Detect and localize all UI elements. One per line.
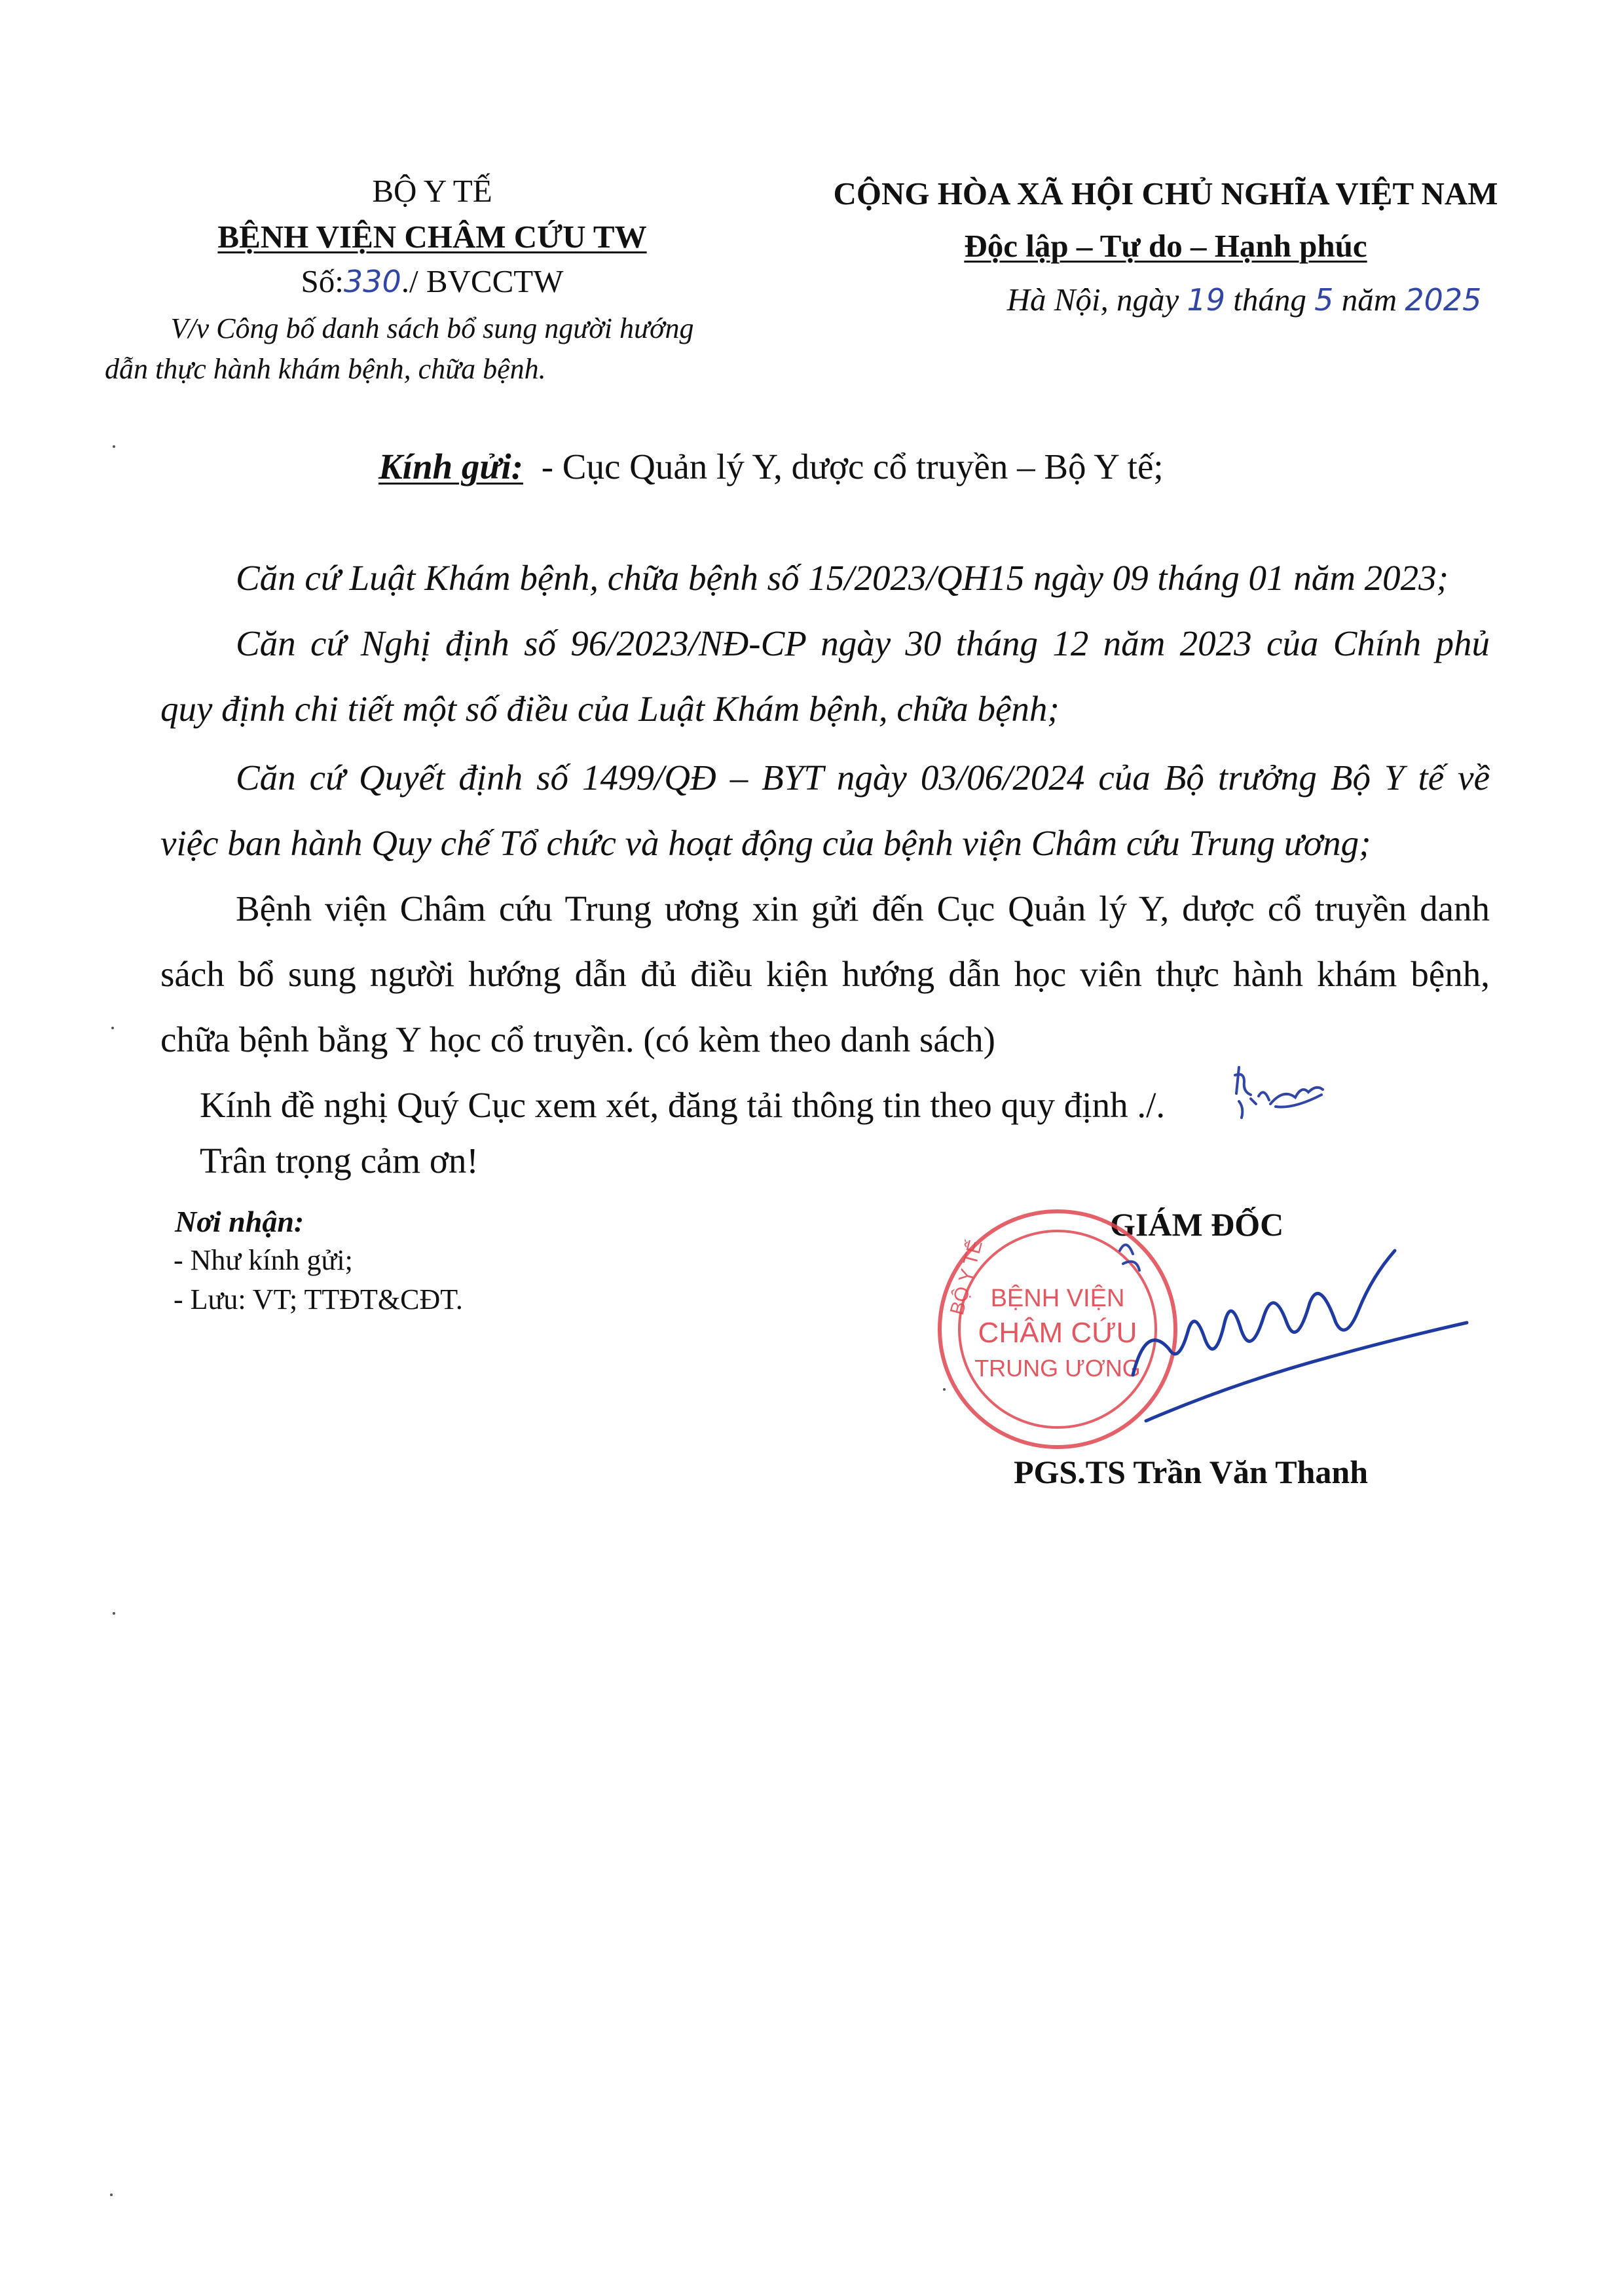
body-line-1c: chữa bệnh bằng Y học cổ truyền. (có kèm theo danh sách) xyxy=(160,1019,995,1059)
scan-speck xyxy=(111,1027,114,1029)
recipient-item-1: - Như kính gửi; xyxy=(174,1244,353,1276)
date-year: 2025 xyxy=(1405,282,1482,318)
scan-speck xyxy=(110,2194,113,2196)
body-line-1b: sách bổ sung người hướng dẫn đủ điều kiện hướng dẫn học viên thực hành khám bệnh, xyxy=(160,954,1490,994)
signature-position: GIÁM ĐỐC xyxy=(1110,1206,1284,1243)
closing-line: Trân trọng cảm ơn! xyxy=(200,1141,479,1181)
issue-date xyxy=(930,280,1559,320)
recipients-title: Nơi nhận: xyxy=(175,1205,304,1238)
recipient-line xyxy=(378,445,1164,488)
scan-speck xyxy=(113,1612,115,1615)
stamp-line-2: CHÂM CỨU xyxy=(978,1317,1137,1349)
hospital-name: BỆNH VIỆN CHÂM CỨU TW xyxy=(217,219,647,255)
national-motto: Độc lập – Tự do – Hạnh phúc xyxy=(964,228,1367,264)
date-month-label: tháng xyxy=(1233,282,1306,318)
country-name: CỘNG HÒA XÃ HỘI CHỦ NGHĨA VIỆT NAM xyxy=(833,175,1498,211)
director-signature xyxy=(1028,1224,1486,1460)
subject-line-1: V/v Công bố danh sách bổ sung người hướng xyxy=(170,312,694,344)
basis-line-2a: Căn cứ Nghị định số 96/2023/NĐ-CP ngày 30 tháng 12 năm 2023 của Chính phủ xyxy=(236,623,1490,663)
stamp-line-1: BỆNH VIỆN xyxy=(990,1285,1125,1312)
date-day: 19 xyxy=(1187,282,1226,318)
basis-line-3b: việc ban hành Quy chế Tổ chức và hoạt động của bệnh viện Châm cứu Trung ương; xyxy=(160,823,1371,863)
date-month: 5 xyxy=(1314,282,1334,318)
number-prefix: Số: xyxy=(301,263,344,299)
number-handwritten: 330 xyxy=(343,264,401,299)
stamp-line-3: TRUNG ƯƠNG xyxy=(974,1355,1141,1382)
body-line-1a: Bệnh viện Châm cứu Trung ương xin gửi đến Cục Quản lý Y, dược cổ truyền danh xyxy=(236,889,1490,928)
basis-line-3a: Căn cứ Quyết định số 1499/QĐ – BYT ngày 03/06/2024 của Bộ trưởng Bộ Y tế về xyxy=(236,758,1490,798)
recipient-text: - Cục Quản lý Y, dược cổ truyền – Bộ Y tế; xyxy=(541,447,1164,487)
scan-speck xyxy=(943,1388,946,1391)
initials-scribble xyxy=(1225,1056,1329,1128)
subject-line-2: dẫn thực hành khám bệnh, chữa bệnh. xyxy=(105,353,546,385)
date-year-label: năm xyxy=(1341,282,1397,318)
stamp-ring-text: BỘ Y TẾ xyxy=(946,1238,987,1317)
signer-name: PGS.TS Trần Văn Thanh xyxy=(1014,1454,1369,1490)
recipient-item-2: - Lưu: VT; TTĐT&CĐT. xyxy=(174,1283,463,1315)
date-place: Hà Nội, ngày xyxy=(1006,282,1179,318)
basis-line-2b: quy định chi tiết một số điều của Luật Khám bệnh, chữa bệnh; xyxy=(160,689,1060,729)
recipient-label: Kính gửi: xyxy=(378,447,523,487)
body-line-2: Kính đề nghị Quý Cục xem xét, đăng tải thông tin theo quy định ./. xyxy=(200,1085,1166,1125)
basis-line-1: Căn cứ Luật Khám bệnh, chữa bệnh số 15/2023/QH15 ngày 09 tháng 01 năm 2023; xyxy=(236,558,1449,598)
document-number xyxy=(236,262,629,301)
scan-speck xyxy=(113,445,115,448)
ministry-name: BỘ Y TẾ xyxy=(372,173,492,209)
number-suffix: ./ BVCCTW xyxy=(401,263,564,299)
